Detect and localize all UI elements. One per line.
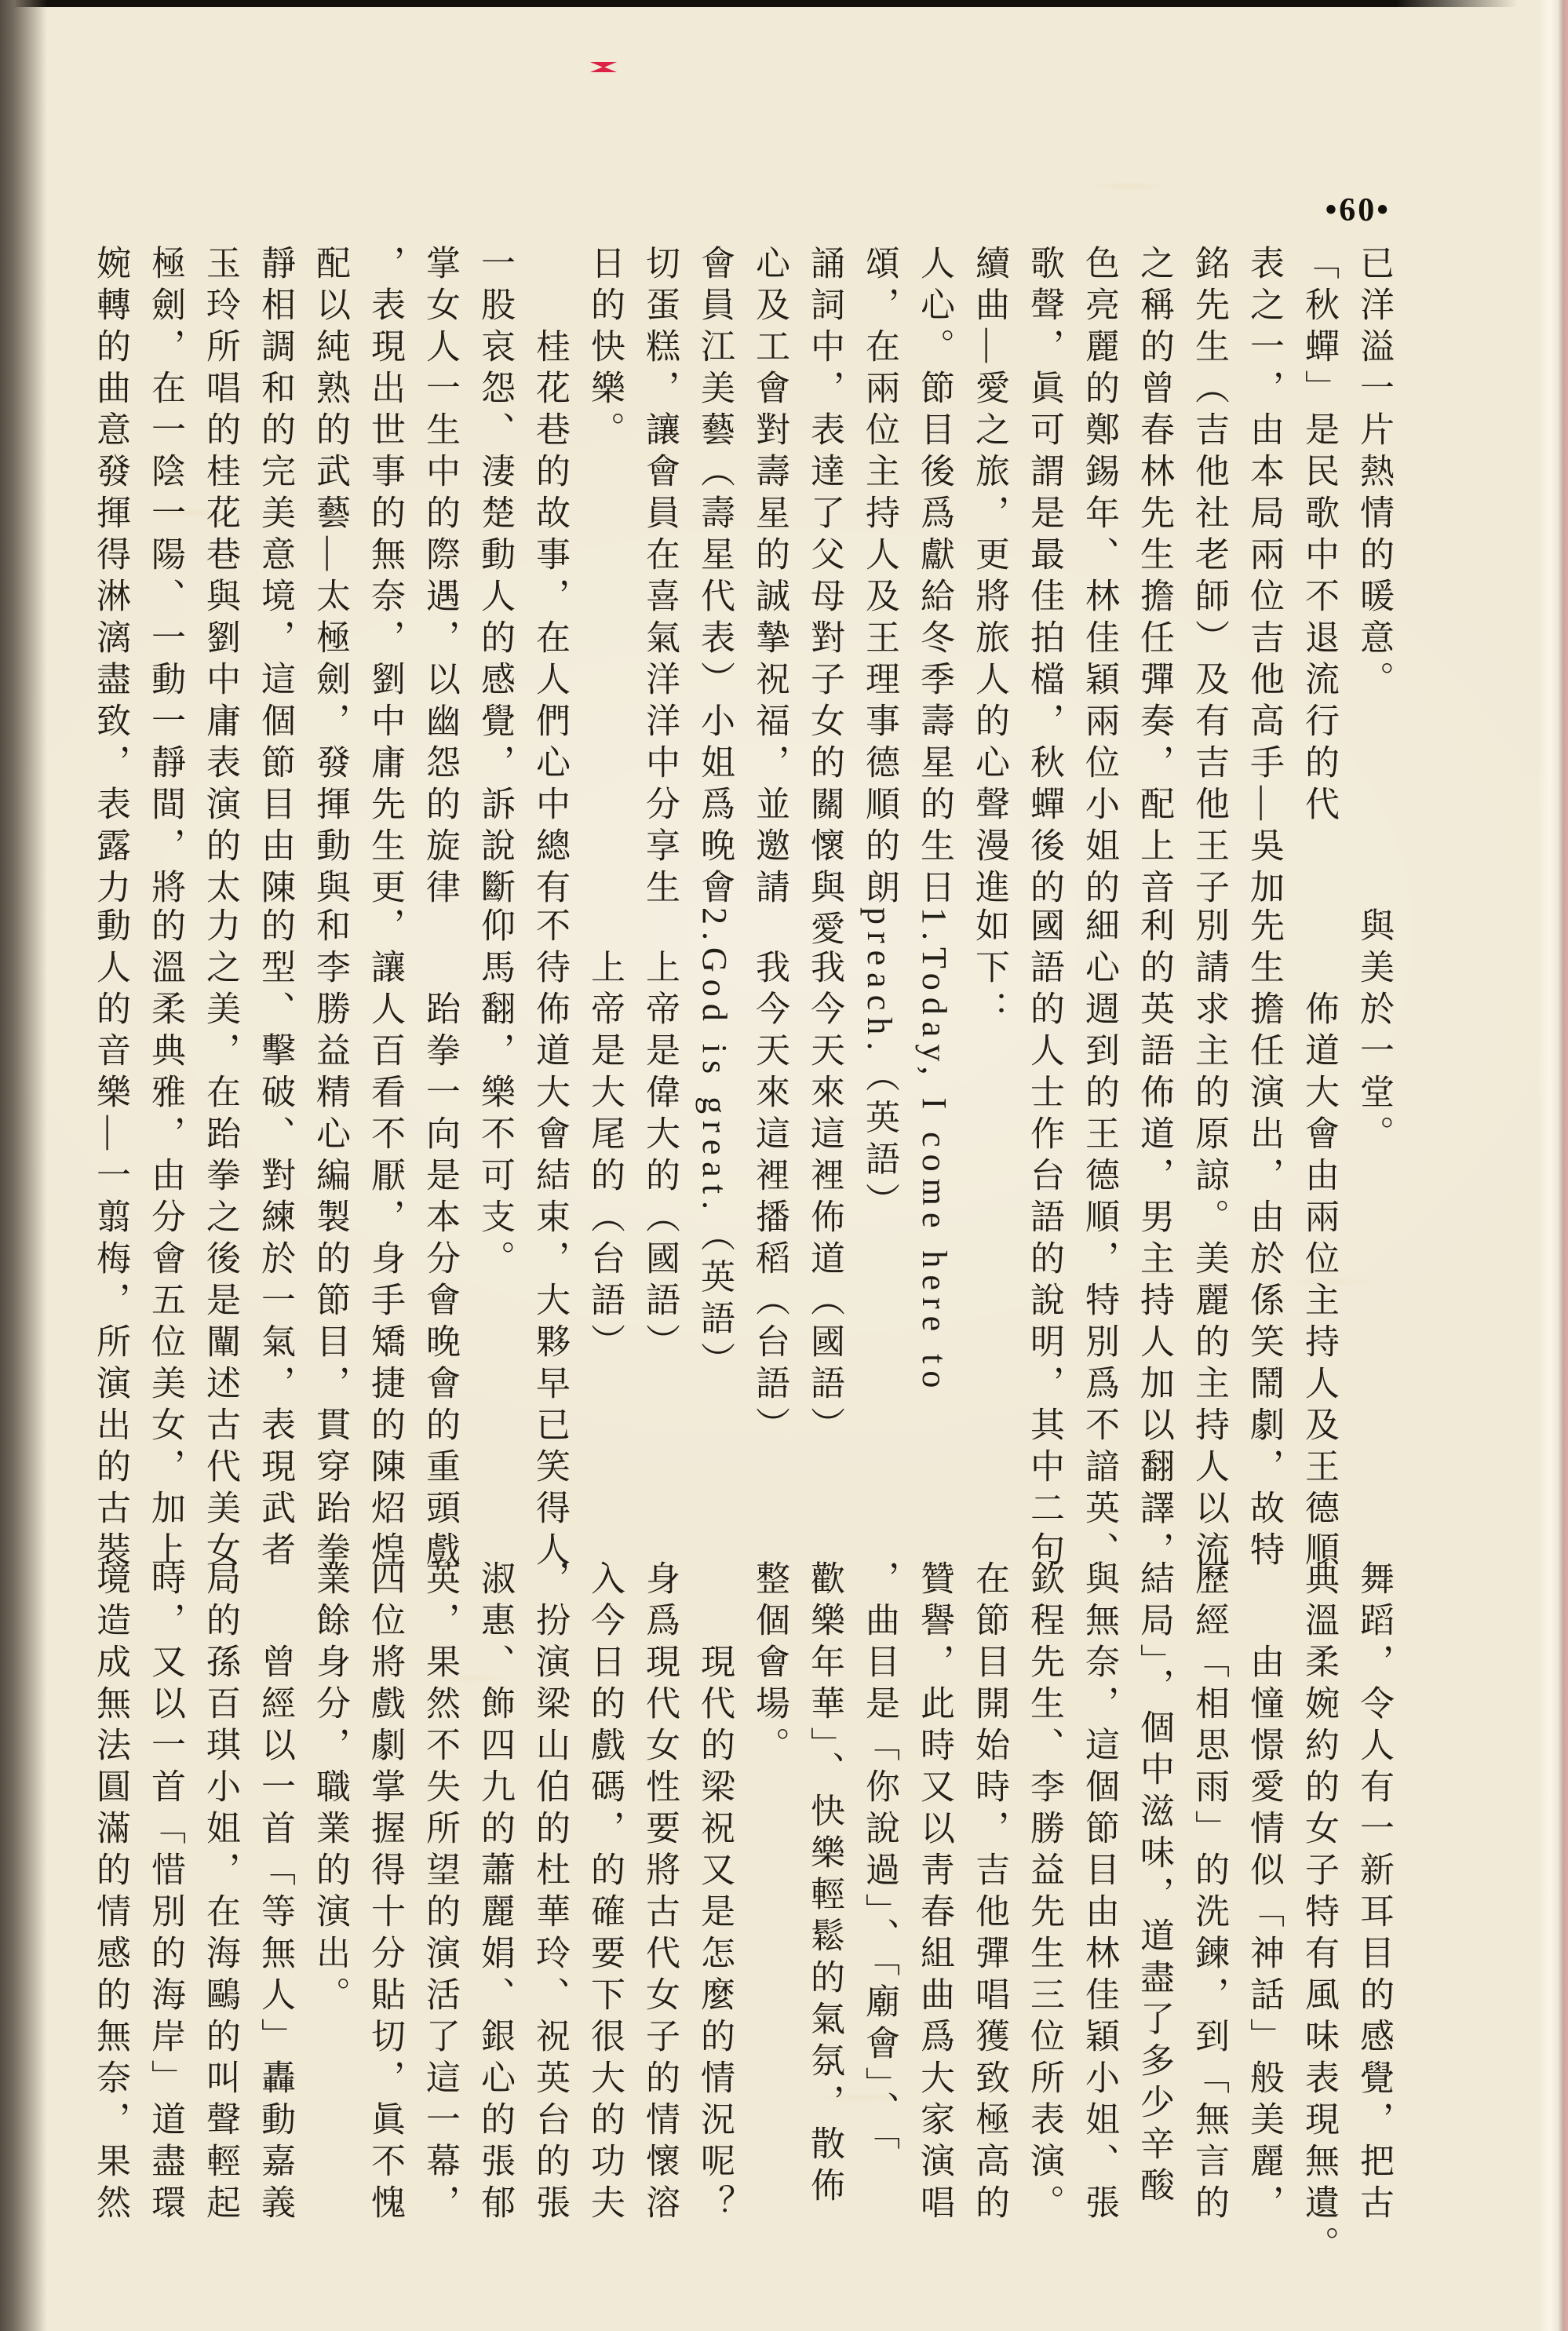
text-column: 別請求主的原諒。美麗的主持人以流 bbox=[1190, 907, 1228, 1573]
text-column: 玉玲所唱的桂花巷與劉中庸表演的太 bbox=[201, 245, 239, 910]
text-column: 佈道大會由兩位主持人及王德順 bbox=[1300, 907, 1338, 1573]
text-column: 在節目開始時，吉他彈唱獲致極高的 bbox=[970, 1560, 1008, 2226]
text-band-bottom bbox=[76, 1560, 1401, 2267]
text-column: 一股哀怨、淒楚動人的感覺，訴說斷 bbox=[476, 245, 514, 910]
text-column: ，扮演梁山伯的杜華玲、祝英台的張 bbox=[531, 1560, 569, 2226]
text-column: 利的英語佈道，男主持人加以翻譯， bbox=[1135, 907, 1173, 1573]
text-column: ，讓人百看不厭，身手矯捷的陳炤煌 bbox=[366, 907, 404, 1573]
text-column: 上帝是大尾的（台語） bbox=[585, 907, 624, 1365]
text-column: 淑惠、飾四九的蕭麗娟、銀心的張郁 bbox=[476, 1560, 514, 2226]
text-column: 桂花巷的故事，在人們心中總有 bbox=[531, 245, 569, 910]
text-column: 銘先生（吉他社老師）及有吉他王子 bbox=[1190, 245, 1228, 910]
text-column: 之稱的曾春林先生擔任彈奏，配上音 bbox=[1135, 245, 1173, 910]
text-column: 頌，在兩位主持人及王理事德順的朗 bbox=[860, 245, 899, 910]
text-column: 局的孫百琪小姐，在海鷗的叫聲輕起 bbox=[201, 1560, 239, 2226]
text-column: 會員江美藝（壽星代表）小姐爲晚會 bbox=[695, 245, 734, 910]
text-column: 由憧憬愛情似「神話」般美麗， bbox=[1245, 1560, 1283, 2226]
text-column: 續曲—愛之旅，更將旅人的心聲漫進 bbox=[970, 245, 1008, 910]
text-column: 入今日的戲碼，的確要下很大的功夫 bbox=[585, 1560, 624, 2226]
text-column: 的溫柔典雅，由分會五位美女，加上 bbox=[146, 907, 184, 1573]
page-top-edge bbox=[0, 0, 1518, 7]
text-column: 整個會場。 bbox=[750, 1560, 789, 1768]
text-column: 英，果然不失所望的演活了這一幕， bbox=[421, 1560, 459, 2226]
text-column: 欽程先生、李勝益先生三位所表演。 bbox=[1025, 1560, 1063, 2226]
text-column: 境造成無法圓滿的情感的無奈，果然 bbox=[91, 1560, 129, 2226]
text-column: 歷經「相思雨」的洗鍊，到「無言的 bbox=[1190, 1560, 1228, 2226]
text-column: 人心。節目後爲獻給冬季壽星的生日 bbox=[915, 245, 954, 910]
text-column: 身爲現代女性要將古代女子的情懷溶 bbox=[640, 1560, 679, 2226]
text-column: 先生擔任演出，由於係笑鬧劇，故特 bbox=[1245, 907, 1283, 1573]
text-column: 我今天來這裡播稻（台語） bbox=[750, 907, 789, 1448]
binding-shadow bbox=[0, 0, 47, 2331]
text-column: 不待佈道大會結束，大夥早已笑得人 bbox=[531, 907, 569, 1573]
text-column: 1.Today, I come here to bbox=[915, 907, 954, 1395]
text-column: 跆拳一向是本分會晚會的重頭戲 bbox=[421, 907, 459, 1573]
text-column: ，曲目是「你說過」、「廟會」、「 bbox=[860, 1560, 899, 2157]
text-column: 舞蹈，令人有一新耳目的感覺，把古 bbox=[1355, 1560, 1393, 2226]
text-column: 「秋蟬」是民歌中不退流行的代 bbox=[1300, 245, 1338, 827]
text-column: 業餘身分，職業的演出。 bbox=[311, 1560, 349, 2018]
text-column: 仰馬翻，樂不可支。 bbox=[476, 907, 514, 1282]
text-column: ，表現出世事的無奈，劉中庸先生更 bbox=[366, 245, 404, 910]
text-column: 極劍，在一陰一陽、一動一靜間，將 bbox=[146, 245, 184, 910]
text-column: 歌聲，眞可謂是最佳拍檔，秋蟬後的 bbox=[1025, 245, 1063, 910]
text-band-middle bbox=[76, 907, 1401, 1573]
text-column: 力之美，在跆拳之後是闡述古代美女 bbox=[201, 907, 239, 1573]
text-column: 配以純熟的武藝—太極劍，發揮動與 bbox=[311, 245, 349, 910]
text-column: 贊譽，此時又以靑春組曲爲大家演唱 bbox=[915, 1560, 954, 2226]
text-column: 日的快樂。 bbox=[585, 245, 624, 453]
text-column: 心及工會對壽星的誠摯祝福，並邀請 bbox=[750, 245, 789, 910]
text-column: 已洋溢一片熱情的暖意。 bbox=[1355, 245, 1393, 702]
text-column: 2.God is great.（英語） bbox=[695, 907, 734, 1384]
text-column: 與無奈，這個節目由林佳穎小姐、張 bbox=[1080, 1560, 1118, 2226]
text-column: 曾經以一首「等無人」轟動嘉義 bbox=[256, 1560, 294, 2226]
text-band-top bbox=[76, 245, 1401, 952]
text-column: 誦詞中，表達了父母對子女的關懷與愛 bbox=[805, 245, 844, 952]
text-column: 結局」，個中滋味，道盡了多少辛酸 bbox=[1135, 1560, 1173, 2209]
page-right-edge bbox=[1538, 0, 1568, 2331]
text-column: 掌女人一生中的際遇，以幽怨的旋律 bbox=[421, 245, 459, 910]
text-column: preach.（英語） bbox=[860, 907, 899, 1224]
text-column: 靜相調和的完美意境，這個節目由陳 bbox=[256, 245, 294, 910]
text-column: 婉轉的曲意發揮得淋漓盡致，表露力 bbox=[91, 245, 129, 910]
text-column: 色亮麗的鄭錫年、林佳穎兩位小姐的 bbox=[1080, 245, 1118, 910]
text-column: 國語的人士作台語的說明，其中二句 bbox=[1025, 907, 1063, 1573]
text-column: 時，又以一首「惜別的海岸」道盡環 bbox=[146, 1560, 184, 2226]
text-column: 歡樂年華」、快樂輕鬆的氣氛，散佈 bbox=[805, 1560, 844, 2209]
text-column: 動人的音樂—一翦梅，所演出的古裝 bbox=[91, 907, 129, 1573]
text-column: 和李勝益精心編製的節目，貫穿跆拳 bbox=[311, 907, 349, 1573]
text-column: 切蛋糕，讓會員在喜氣洋洋中分享生 bbox=[640, 245, 679, 910]
text-column: 現代的梁祝又是怎麼的情況呢？ bbox=[695, 1560, 734, 2226]
text-column: 四位將戲劇掌握得十分貼切，眞不愧 bbox=[366, 1560, 404, 2226]
text-column: 上帝是偉大的（國語） bbox=[640, 907, 679, 1365]
text-column: 典溫柔婉約的女子特有風味表現無遺。 bbox=[1300, 1560, 1338, 2267]
text-column: 細心週到的王德順，特別爲不諳英、 bbox=[1080, 907, 1118, 1573]
text-column: 與美於一堂。 bbox=[1355, 907, 1393, 1157]
text-column: 的型、擊破、對練於一氣，表現武者 bbox=[256, 907, 294, 1573]
text-column: 如下： bbox=[970, 907, 1008, 1032]
text-column: 我今天來這裡佈道（國語） bbox=[805, 907, 844, 1448]
page-number: •60• bbox=[1325, 192, 1391, 228]
red-ink-mark bbox=[590, 62, 617, 72]
text-column: 表之一，由本局兩位吉他高手—吳加 bbox=[1245, 245, 1283, 910]
